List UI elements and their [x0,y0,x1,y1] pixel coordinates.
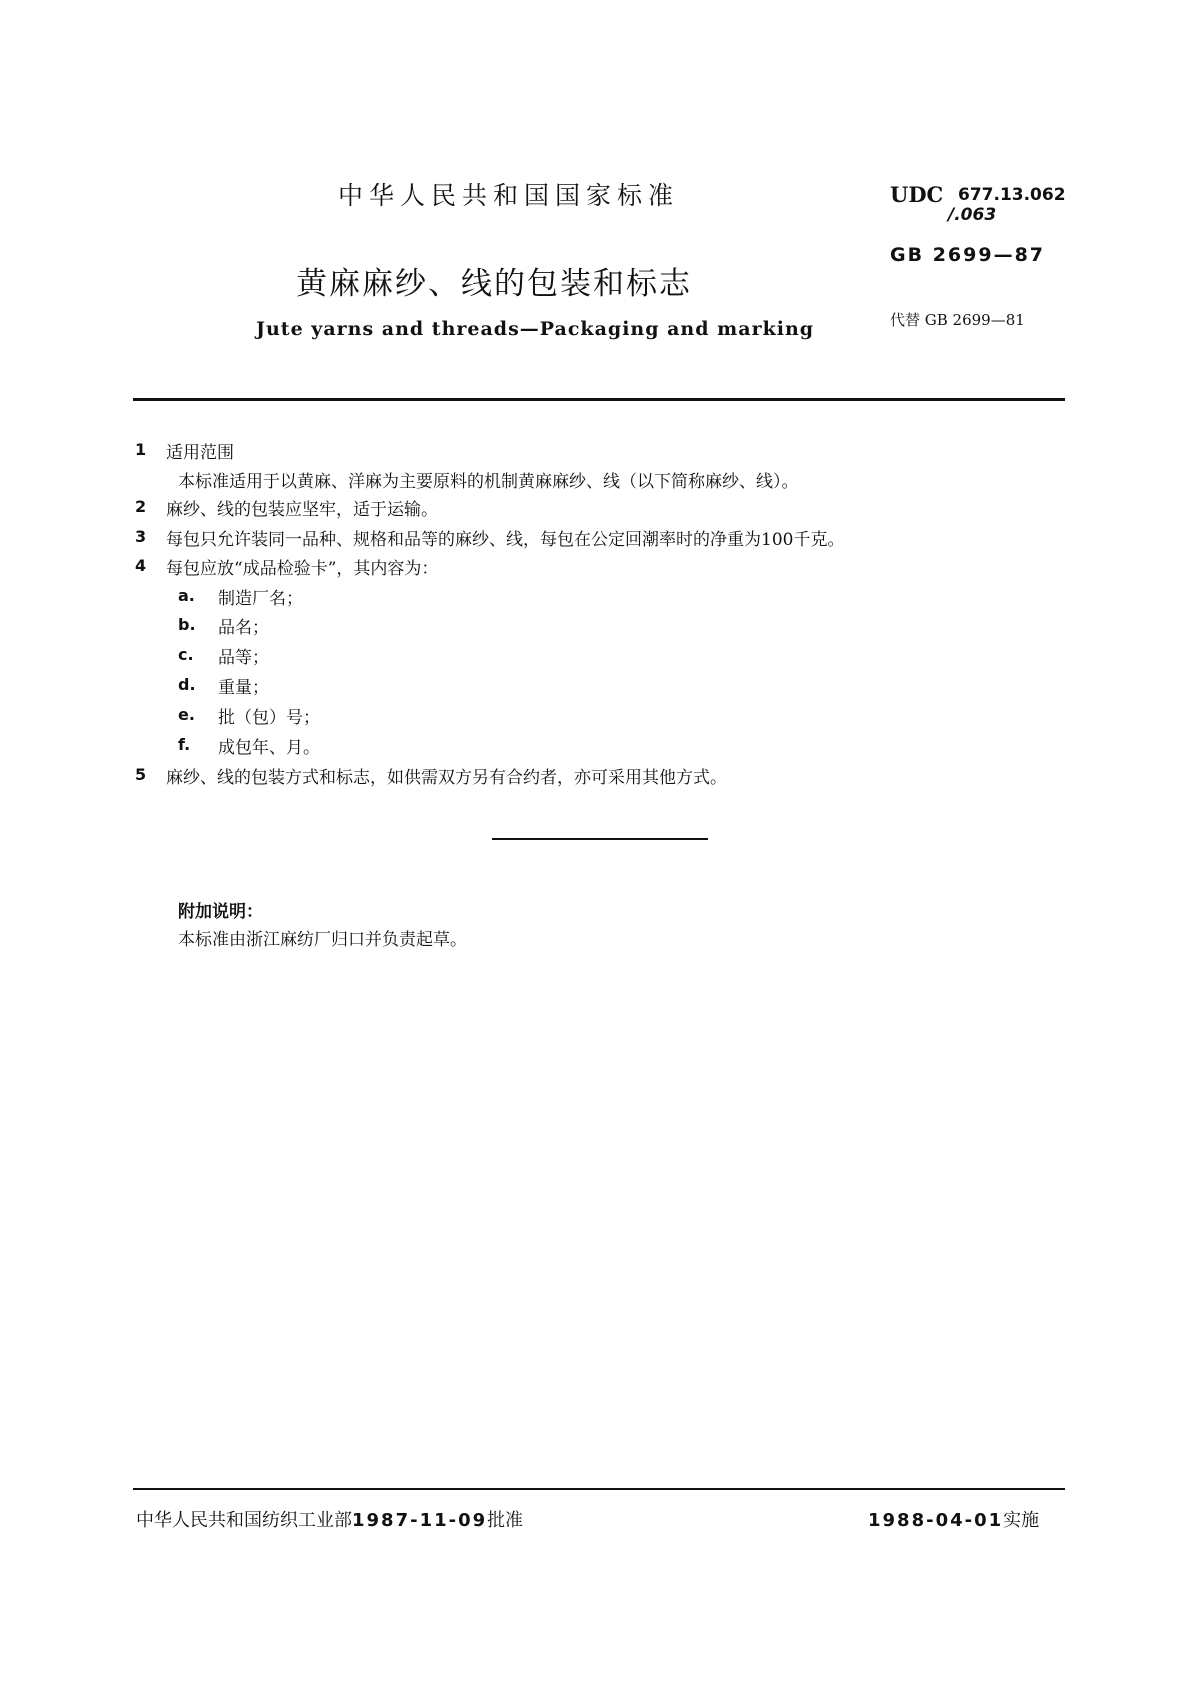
list-item: 成包年、月。 [218,738,320,758]
effective-suffix: 实施 [1003,1510,1040,1531]
list-item: 制造厂名； [218,589,303,609]
udc-label: UDC [890,182,944,207]
list-item-letter: e. [178,705,195,724]
standard-code: GB 2699—87 [890,244,1046,266]
bottom-rule [133,1488,1065,1490]
effective-line [868,1506,1039,1532]
section-text: 每包只允许装同一品种、规格和品等的麻纱、线，每包在公定回潮率时的净重为100千克。 [166,530,845,550]
english-title: Jute yarns and threads—Packaging and marking [256,318,815,340]
list-item: 品等； [218,648,269,668]
approval-line [136,1506,523,1532]
top-rule [133,398,1065,401]
section-number: 5 [135,765,147,784]
list-item: 品名； [218,618,269,638]
replaces-standard: 代替 GB 2699—81 [890,311,1025,329]
list-item-letter: c. [178,645,194,664]
divider [492,838,708,840]
list-item: 重量； [218,678,269,698]
section-number: 3 [135,527,147,546]
section-text: 本标准适用于以黄麻、洋麻为主要原料的机制黄麻麻纱、线（以下简称麻纱、线）。 [178,472,799,492]
section-text: 麻纱、线的包装方式和标志，如供需双方另有合约者，亦可采用其他方式。 [166,768,727,788]
section-heading: 适用范围 [166,443,234,463]
section-text: 每包应放“成品检验卡”，其内容为： [166,559,439,579]
udc-code-line-1: 677.13.062 [958,185,1066,205]
note-title: 附加说明： [178,902,263,922]
list-item-letter: f. [178,735,191,754]
page-title: 黄麻麻纱、线的包装和标志 [296,266,692,302]
list-item: 批（包）号； [218,708,320,728]
list-item-letter: b. [178,615,196,634]
list-item-letter: d. [178,675,196,694]
section-text: 麻纱、线的包装应坚牢，适于运输。 [166,500,438,520]
approval-org: 中华人民共和国纺织工业部 [136,1510,352,1531]
section-number: 1 [135,440,147,459]
section-number: 4 [135,556,147,575]
approval-date: 1987-11-09 [352,1510,488,1531]
approval-suffix: 批准 [487,1510,524,1531]
effective-date: 1988-04-01 [868,1510,1004,1531]
list-item-letter: a. [178,586,195,605]
org-title: 中华人民共和国国家标准 [338,181,680,210]
section-number: 2 [135,497,147,516]
note-text: 本标准由浙江麻纺厂归口并负责起草。 [178,930,467,950]
udc-code-line-2: /.063 [948,205,997,225]
